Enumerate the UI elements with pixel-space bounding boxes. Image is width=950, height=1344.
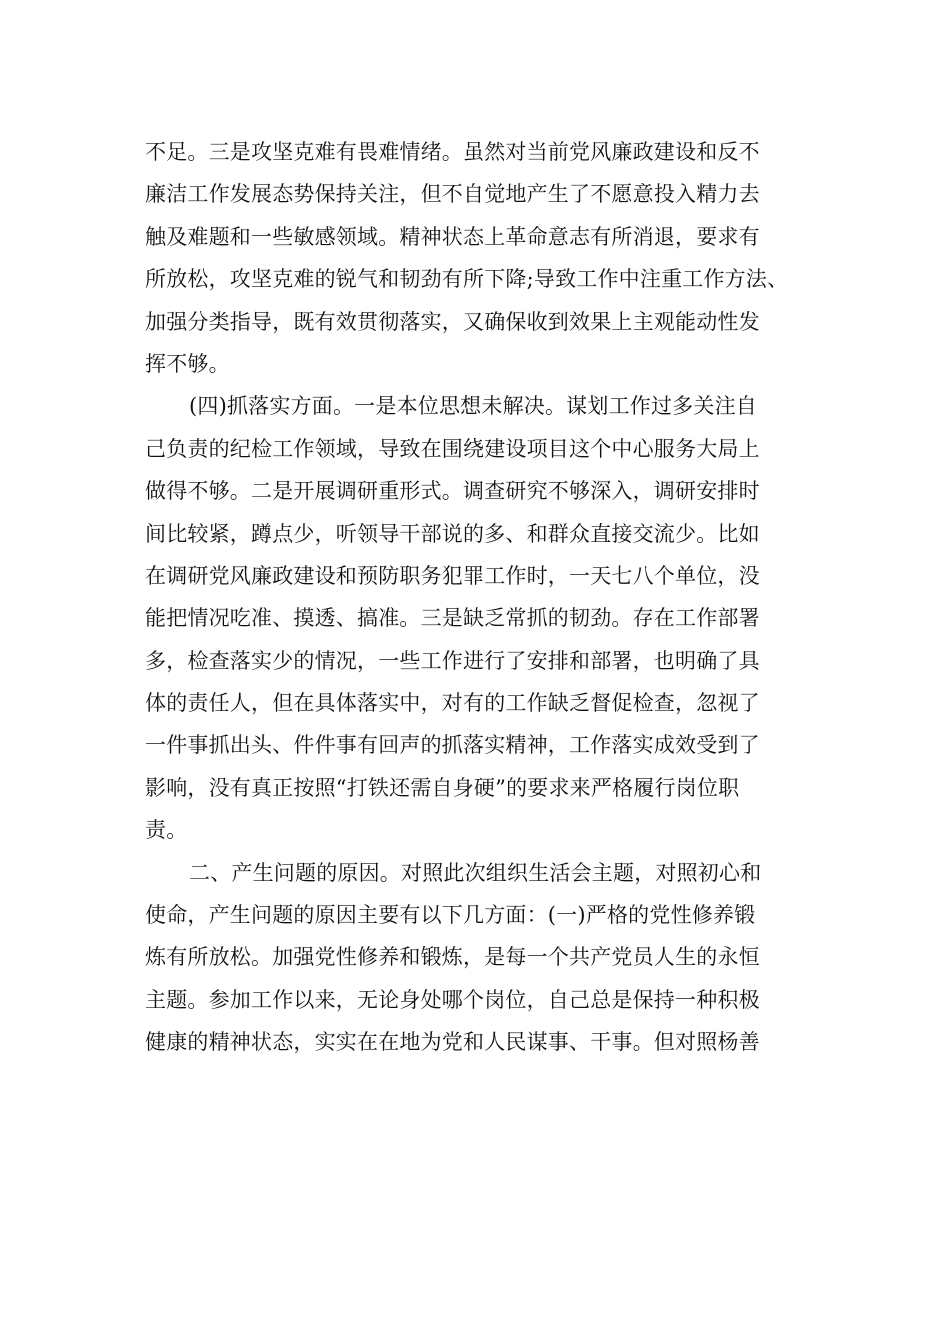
text-line: 廉洁工作发展态势保持关注，但不自觉地产生了不愿意投入精力去 xyxy=(145,182,760,207)
text-line: 影响，没有真正按照“打铁还需自身硬”的要求来严格履行岗位职 xyxy=(145,775,740,800)
text-line: 炼有所放松。加强党性修养和锻炼，是每一个共产党员人生的永恒 xyxy=(145,945,760,970)
text-line: 加强分类指导，既有效贯彻落实，又确保收到效果上主观能动性发 xyxy=(145,309,760,334)
paragraph-start-line: (四)抓落实方面。一是本位思想未解决。谋划工作过多关注自 xyxy=(189,394,757,419)
text-line: 间比较紧，蹲点少，听领导干部说的多、和群众直接交流少。比如 xyxy=(145,521,760,546)
text-line: 能把情况吃准、摸透、搞准。三是缺乏常抓的韧劲。存在工作部署 xyxy=(145,606,760,631)
text-line: 体的责任人，但在具体落实中，对有的工作缺乏督促检查，忽视了 xyxy=(145,691,760,716)
text-line: 不足。三是攻坚克难有畏难情绪。虽然对当前党风廉政建设和反不 xyxy=(145,140,760,164)
text-line: 责。 xyxy=(145,818,188,843)
text-line: 所放松，攻坚克难的锐气和韧劲有所下降;导致工作中注重工作方法、 xyxy=(145,267,789,292)
text-line: 在调研党风廉政建设和预防职务犯罪工作时，一天七八个单位，没 xyxy=(145,563,760,588)
text-line: 挥不够。 xyxy=(145,351,230,376)
text-line: 主题。参加工作以来，无论身处哪个岗位，自己总是保持一种积极 xyxy=(145,987,760,1012)
paragraph-start-line: 二、产生问题的原因。对照此次组织生活会主题，对照初心和 xyxy=(189,860,762,885)
text-line: 使命，产生问题的原因主要有以下几方面：(一)严格的党性修养锻 xyxy=(145,903,756,928)
text-line: 健康的精神状态，实实在在地为党和人民谋事、干事。但对照杨善 xyxy=(145,1030,760,1055)
text-line: 一件事抓出头、件件事有回声的抓落实精神，工作落实成效受到了 xyxy=(145,733,760,758)
text-line: 多，检查落实少的情况，一些工作进行了安排和部署，也明确了具 xyxy=(145,648,760,673)
text-line: 触及难题和一些敏感领域。精神状态上革命意志有所消退，要求有 xyxy=(145,224,760,249)
document-body xyxy=(145,131,845,1064)
text-line: 己负责的纪检工作领域，导致在围绕建设项目这个中心服务大局上 xyxy=(145,436,760,461)
text-line: 做得不够。二是开展调研重形式。调查研究不够深入，调研安排时 xyxy=(145,479,760,504)
